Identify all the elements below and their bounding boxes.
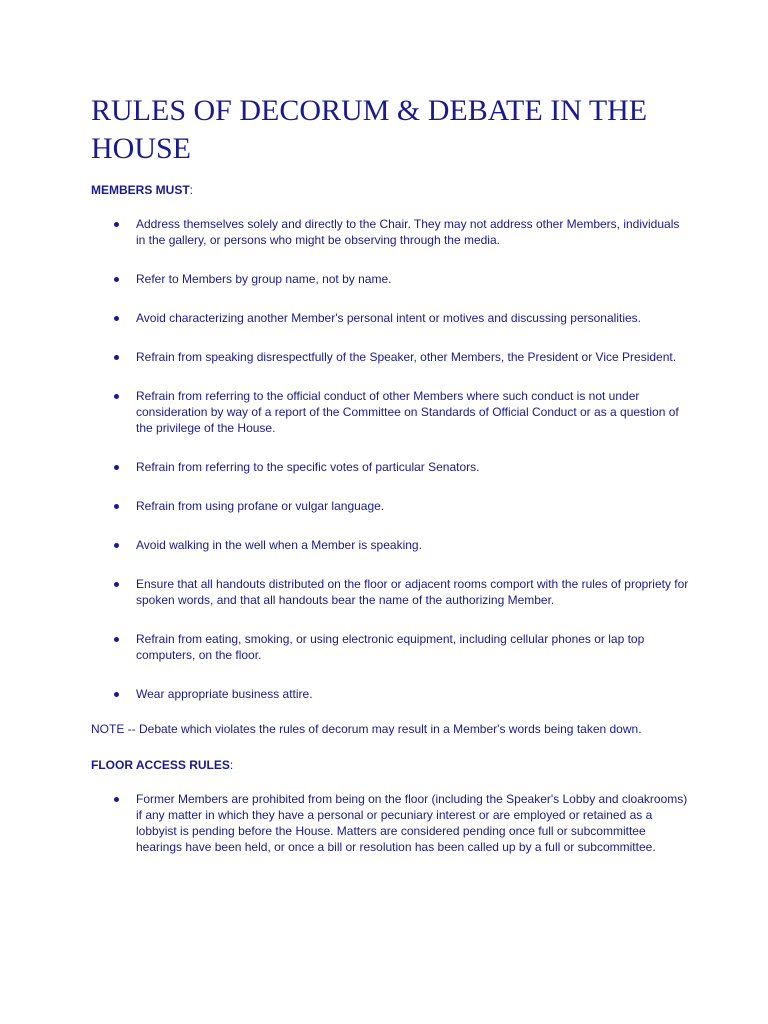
list-item xyxy=(91,216,691,248)
list-item xyxy=(91,576,691,608)
list-item-text: Former Members are prohibited from being on the floor (including the Speaker's Lobby and cloakrooms) if any matter in which they have a personal or pecuniary interest or are employed or retained as a lobbyist is pending before the House. Matters are considered pending once full or subcommittee hearings have been held, or once a bill or resolution has been called up by a full or subcommittee. xyxy=(136,792,688,854)
list-item xyxy=(91,498,691,514)
bullet-icon xyxy=(114,222,119,227)
members-must-heading-text: MEMBERS MUST xyxy=(91,183,190,197)
list-item-text: Wear appropriate business attire. xyxy=(136,687,313,701)
decorum-note: NOTE -- Debate which violates the rules of decorum may result in a Member's words being taken down. xyxy=(91,722,642,736)
bullet-icon xyxy=(114,394,119,399)
list-item xyxy=(91,537,691,553)
list-item xyxy=(91,271,691,287)
list-item xyxy=(91,310,691,326)
list-item-text: Address themselves solely and directly to the Chair. They may not address other Members, individuals in the gallery, or persons who might be observing through the media. xyxy=(136,217,680,247)
list-item-text: Avoid characterizing another Member's personal intent or motives and discussing personalities. xyxy=(136,311,641,325)
bullet-icon xyxy=(114,582,119,587)
bullet-icon xyxy=(114,504,119,509)
bullet-icon xyxy=(114,316,119,321)
document-title: RULES OF DECORUM & DEBATE IN THE HOUSE xyxy=(91,94,648,165)
floor-access-heading-colon: : xyxy=(229,758,234,772)
list-item xyxy=(91,686,691,702)
bullet-icon xyxy=(114,277,119,282)
list-item-text: Refer to Members by group name, not by name. xyxy=(136,272,392,286)
list-item-text: Refrain from referring to the official conduct of other Members where such conduct is not under consideration by way of a report of the Committee on Standards of Official Conduct or as a question of the privilege of the House. xyxy=(136,389,679,435)
bullet-icon xyxy=(114,543,119,548)
list-item xyxy=(91,791,691,855)
members-must-list xyxy=(91,216,691,702)
floor-access-list xyxy=(91,791,691,855)
list-item-text: Refrain from eating, smoking, or using electronic equipment, including cellular phones or lap top computers, on the floor. xyxy=(136,632,645,662)
list-item-text: Refrain from using profane or vulgar language. xyxy=(136,499,385,513)
bullet-icon xyxy=(114,797,119,802)
list-item xyxy=(91,349,691,365)
bullet-icon xyxy=(114,692,119,697)
list-item xyxy=(91,388,691,436)
members-must-heading-colon: : xyxy=(189,183,194,197)
list-item-text: Refrain from speaking disrespectfully of the Speaker, other Members, the President or Vice President. xyxy=(136,350,677,364)
bullet-icon xyxy=(114,465,119,470)
list-item xyxy=(91,631,691,663)
list-item-text: Avoid walking in the well when a Member is speaking. xyxy=(136,538,422,552)
list-item xyxy=(91,459,691,475)
floor-access-heading xyxy=(91,757,691,773)
list-item-text: Ensure that all handouts distributed on the floor or adjacent rooms comport with the rules of propriety for spoken words, and that all handouts bear the name of the authorizing Member. xyxy=(136,577,689,607)
list-item-text: Refrain from referring to the specific votes of particular Senators. xyxy=(136,460,480,474)
document-page xyxy=(91,92,691,878)
floor-access-heading-text: FLOOR ACCESS RULES xyxy=(91,758,230,772)
members-must-heading xyxy=(91,182,691,198)
bullet-icon xyxy=(114,637,119,642)
bullet-icon xyxy=(114,355,119,360)
